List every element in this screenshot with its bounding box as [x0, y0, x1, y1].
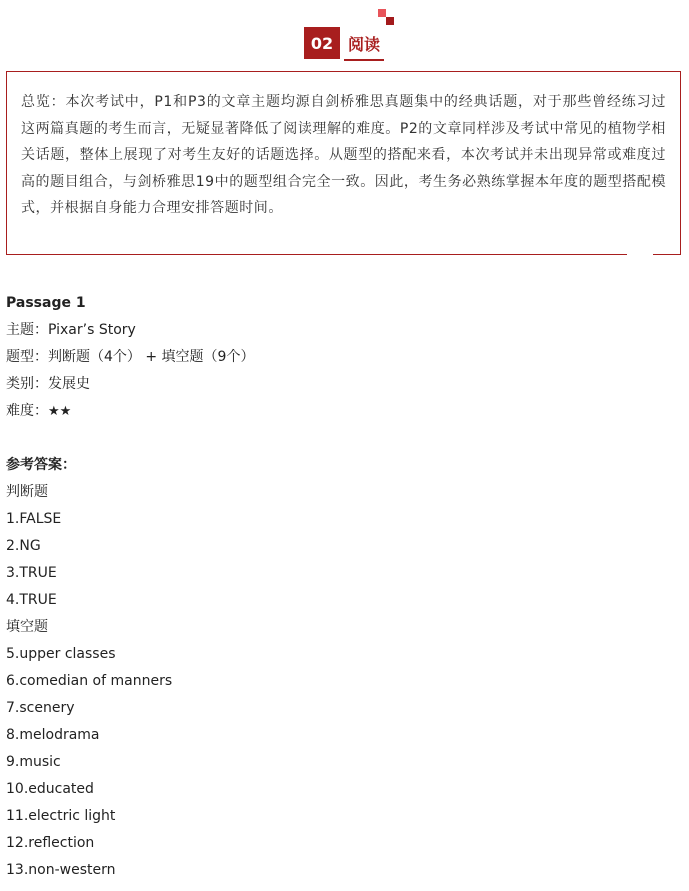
- answer-item: 5.upper classes: [6, 646, 116, 662]
- answers-heading: 参考答案：: [6, 457, 76, 473]
- answer-item: 12.reflection: [6, 835, 95, 851]
- fill-label: 填空题: [6, 619, 48, 635]
- passage-content: [6, 290, 681, 884]
- answer-item: 11.electric light: [6, 808, 116, 824]
- answer-item: 8.melodrama: [6, 727, 100, 743]
- answer-item: 9.music: [6, 754, 61, 770]
- section-title-underline: [344, 59, 384, 61]
- answer-item: 1.FALSE: [6, 511, 62, 527]
- section-header: [0, 0, 689, 70]
- difficulty-label: 难度：: [6, 403, 48, 419]
- passage-topic: 主题：Pixar’s Story: [6, 322, 136, 338]
- section-title: 阅读: [347, 34, 380, 54]
- answer-item: 10.educated: [6, 781, 94, 797]
- answer-item: 13.non-western: [6, 862, 116, 878]
- passage-question-types: 题型：判断题（4个） + 填空题（9个）: [6, 349, 255, 365]
- decoration-square-icon: [378, 9, 386, 17]
- section-number-badge: 02: [304, 27, 340, 59]
- summary-box: [6, 71, 681, 255]
- answer-item: 7.scenery: [6, 700, 75, 716]
- difficulty-stars: ★★: [48, 404, 72, 419]
- answer-item: 6.comedian of manners: [6, 673, 173, 689]
- decoration-square-icon: [386, 17, 394, 25]
- answer-item: 3.TRUE: [6, 565, 57, 581]
- tf-label: 判断题: [6, 484, 48, 500]
- answer-item: 2.NG: [6, 538, 41, 554]
- spacer: [6, 425, 681, 452]
- passage-category: 类别：发展史: [6, 376, 90, 392]
- summary-text: 总览：本次考试中，P1和P3的文章主题均源自剑桥雅思真题集中的经典话题，对于那些曾经练习过这两篇真题的考生而言，无疑显著降低了阅读理解的难度。P2的文章同样涉及考试中常见的植物学相关话题，整体上展现了对考生友好的话题选择。从题型的搭配来看，本次考试并未出现异常或难度过高的题目组合，与剑桥雅思19中的题型组合完全一致。因此，考生务必熟练掌握本年度的题型搭配模式，并根据自身能力合理安排答题时间。: [21, 94, 666, 216]
- passage-heading: Passage 1: [6, 295, 86, 311]
- summary-box-gap: [627, 250, 653, 258]
- answer-item: 4.TRUE: [6, 592, 57, 608]
- passage-difficulty: [6, 398, 681, 425]
